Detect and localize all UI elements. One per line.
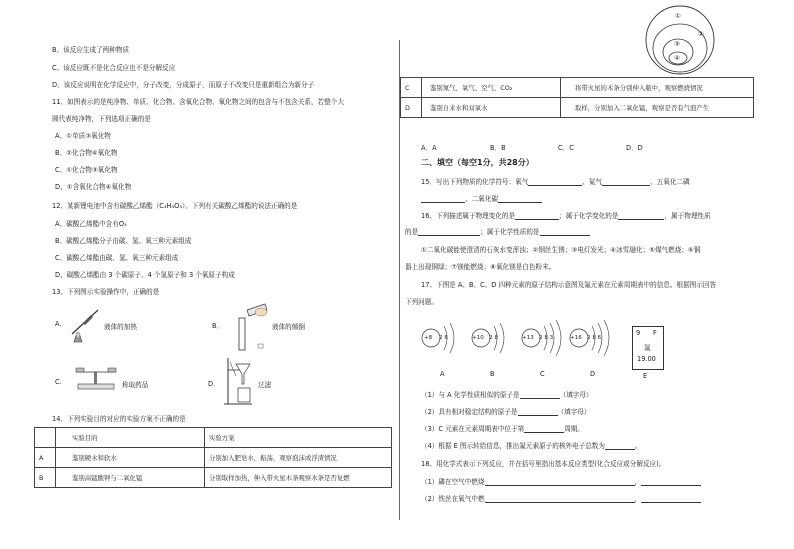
q14-row-d-plan: 取样，分别加入二氧化锰，观察是否有气泡产生	[561, 98, 754, 118]
venn-label-2: ②	[698, 30, 704, 38]
q15-blank-oxygen[interactable]	[528, 178, 582, 186]
q14-row-b-plan: 分别取样加热，伸入带火星木条观察木条是否复燃	[205, 468, 392, 488]
q18-sub2-text: （2）铁丝在氧气中燃	[421, 495, 485, 503]
q17-sub1-text: （1）与 A 化学性质相似的原子是	[421, 391, 520, 399]
element-mass: 19.00	[637, 355, 656, 363]
q14-row-a-letter: A	[35, 448, 56, 468]
answer-a: A．A	[421, 144, 437, 152]
q14-header-plan: 实验方案	[205, 428, 392, 448]
atom-d-letter: D	[590, 370, 596, 378]
q14-row-c-plan: 将带火星的木条分别伸入瓶中，观察燃烧情况	[561, 78, 754, 98]
q18-sub1: （1）磷在空气中燃烧 ，	[421, 476, 701, 486]
table-row	[401, 78, 754, 98]
q16-blank-physical-change[interactable]	[515, 212, 559, 220]
q17-blank-3[interactable]	[524, 425, 564, 433]
q16-line1	[421, 210, 711, 220]
atom-d-nucleus: +16	[570, 335, 582, 341]
q16-text-e: ；属于化学性质的是	[480, 228, 540, 236]
q17-sub3	[421, 423, 584, 433]
q15-blank-p2o5[interactable]	[421, 195, 465, 203]
q11-option-b: B、②化合物④氧化物	[55, 149, 118, 157]
q16-line2	[405, 226, 590, 236]
q16-text-c: ，属于物理性质	[664, 212, 711, 220]
element-name: 氟	[644, 344, 651, 352]
q13-d-label: 过滤	[258, 381, 272, 389]
q17-sub1	[421, 389, 593, 399]
q15-text-a: 15．写出下列物质的化学符号：氧气	[421, 178, 529, 186]
element-symbol: F	[653, 329, 657, 337]
liquid-heating-illustration	[66, 306, 102, 346]
q14-table-continued	[400, 77, 754, 118]
q14-row-c-purpose: 鉴别氮气、氧气、空气、CO₂	[422, 78, 561, 98]
atom-a-nucleus: +8	[424, 335, 433, 341]
atom-a-shells: 2 6	[439, 335, 448, 341]
venn-label-4: ④	[674, 54, 680, 62]
q14-row-d-purpose: 鉴别自来水和双氧水	[422, 98, 561, 118]
q14-row-a-purpose: 鉴别硬水和软水	[56, 448, 205, 468]
q15-blank-nitrogen[interactable]	[602, 178, 650, 186]
q13-c-label: 称取药品	[122, 381, 149, 389]
q11-stem-line1: 11、如图表示的是纯净物、单质、化合物、含氧化合物、氧化物之间的包含与不包含关系，若整个大	[52, 98, 344, 106]
q12-option-c: C、碳酸乙烯酯由碳、氢、氧三种元素组成	[55, 254, 179, 262]
q14-stem: 14、下列实验目的对应的实验方案不正确的是	[52, 415, 186, 423]
q11-stem-line2: 圆代表纯净物，下列选项正确的是	[52, 115, 151, 123]
q14-header-blank	[35, 428, 56, 448]
q16-items-line1: ①二氧化碳能使澄清的石灰水变浑浊；②钢丝生锈；③电灯发光；④冰雪融化；⑤煤气燃烧；⑥铜	[421, 246, 701, 254]
q16-items-line2: 器上出现铜绿；⑦镁能燃烧；⑧氧化镁是白色粉末。	[405, 263, 556, 271]
q13-stem: 13、下列图示实验操作中，正确的是	[52, 288, 160, 296]
q13-b-letter: B．	[212, 322, 224, 330]
q16-blank-chemical-change[interactable]	[618, 212, 664, 220]
q15-line1	[421, 176, 690, 186]
q13-d-letter: D．	[208, 380, 220, 388]
q13-a-label: 液体的加热	[104, 323, 137, 331]
atom-d-shells: 2 8 6	[587, 335, 602, 341]
q13-a-letter: A.	[55, 320, 62, 328]
element-letter: E	[643, 372, 648, 380]
q18-stem: 18、用化学式表示下列反应，并在括号里指出基本反应类型(化合反应或分解反应)。	[421, 460, 666, 468]
q14-row-d-letter: D	[401, 98, 422, 118]
q17-blank-2[interactable]	[518, 408, 558, 416]
q17-blank-4[interactable]	[605, 442, 635, 450]
q14-row-c-letter: C	[401, 78, 422, 98]
q17-sub4-suffix: 。	[635, 442, 642, 450]
q17-sub4-text: （4）根据 E 图示转给信息，推出氟元素原子的核外电子总数为	[421, 442, 605, 450]
table-row	[35, 468, 392, 488]
q13-c-letter: C.	[55, 378, 62, 386]
q17-sub3-suffix: 周期。	[564, 425, 584, 433]
q16-blank-physical-property[interactable]	[418, 228, 480, 236]
liquid-pouring-illustration	[225, 300, 271, 352]
section-2-title: 二、填空（每空1分，共28分）	[421, 158, 534, 167]
q18-sub2: （2）铁丝在氧气中燃 ，	[421, 493, 701, 503]
atom-c-shells: 2 8 3	[539, 335, 554, 341]
q14-row-a-plan: 分别加入肥皂水，振荡，观察泡沫或浮渣情况	[205, 448, 392, 468]
q17-stem-line1: 17、下图是 A、B、C、D 四种元素的原子结构示意图及氟元素在元素周期表中的信息。根据图示回答	[421, 281, 717, 289]
table-row	[35, 428, 392, 448]
atom-b-letter: B	[490, 370, 495, 378]
q10-option-d: D、该反应说明在化学反应中，分子改变，分成原子，而原子不改变只是重新组合为新分子	[52, 81, 315, 89]
q12-option-d: D、碳酸乙烯酯由 3 个碳原子、4 个氢原子和 3 个氧原子构成	[55, 271, 235, 279]
q18-blank-2b[interactable]	[641, 495, 701, 503]
atom-c-nucleus: +13	[522, 335, 534, 341]
balance-scale-illustration	[70, 362, 120, 392]
atom-b-shells: 2 8	[489, 335, 498, 341]
q17-sub2-text: （2）具有相对稳定结构的原子是	[421, 408, 518, 416]
q16-blank-chemical-property[interactable]	[540, 228, 590, 236]
q15-text-b: 、氮气	[582, 178, 603, 186]
q10-option-c: C、该反应既不是化合反应也不是分解反应	[52, 64, 176, 72]
q17-sub2-suffix: （填字母）	[557, 408, 591, 416]
q18-sub1-text: （1）磷在空气中燃烧	[421, 478, 485, 486]
q11-option-c: C、①化合物③氧化物	[55, 166, 118, 174]
q13-b-label: 液体的倾倒	[272, 323, 305, 331]
atom-c-letter: C	[540, 370, 545, 378]
q14-table	[34, 427, 392, 488]
q17-stem-line2: 下列问题。	[405, 298, 438, 306]
q12-option-b: B、碳酸乙烯酯分子由碳、氢、氧三种元素组成	[55, 237, 192, 245]
q11-option-a: A、①单质③氧化物	[55, 132, 111, 140]
q16-text-b: ；属于化学变化的是	[559, 212, 619, 220]
q11-option-d: D、①含氧化合物④氧化物	[55, 183, 132, 191]
element-card-fluorine	[632, 326, 664, 370]
q12-stem: 12、某新锂电池中含有碳酸乙烯酯（C₃H₄O₃）。下列有关碳酸乙烯酯的说法正确的是	[52, 202, 298, 210]
q10-option-b: B、该反应生成了两种物质	[52, 46, 130, 54]
q17-blank-1[interactable]	[520, 391, 560, 399]
q12-option-a: A、碳酸乙烯酯中含有O₃	[55, 220, 127, 228]
q14-row-b-purpose: 鉴别高锰酸钾与二氧化锰	[56, 468, 205, 488]
atom-b-nucleus: +10	[472, 335, 484, 341]
answer-b: B．B	[490, 144, 506, 152]
q18-blank-2a[interactable]	[485, 495, 635, 503]
q18-blank-1a[interactable]	[485, 478, 635, 486]
q16-text-d: 的是	[405, 228, 419, 236]
atom-a-letter: A	[440, 370, 445, 378]
answer-d: D．D	[626, 144, 643, 152]
q15-text-c: 、五氧化二磷	[650, 178, 690, 186]
q17-sub3-text: （3）C 元素在元素周期表中位于第	[421, 425, 525, 433]
q17-sub1-suffix: （填字母）	[559, 391, 593, 399]
table-row	[401, 98, 754, 118]
filtration-illustration	[222, 354, 262, 408]
answer-c: C．C	[558, 144, 574, 152]
q16-text-a: 16、下列描述属于物理变化的是	[421, 212, 516, 220]
table-row	[35, 448, 392, 468]
q14-row-b-letter: B	[35, 468, 56, 488]
element-number: 9	[636, 329, 641, 337]
venn-label-3: ③	[674, 40, 680, 48]
q15-blank-co2[interactable]	[498, 195, 542, 203]
q15-line2	[421, 193, 542, 203]
q17-sub4	[421, 440, 642, 450]
q17-sub2	[421, 406, 590, 416]
q18-blank-1b[interactable]	[641, 478, 701, 486]
q15-text-d: 、二氧化碳	[465, 195, 498, 203]
venn-label-1: ①	[675, 12, 681, 20]
q14-header-purpose: 实验目的	[56, 428, 205, 448]
